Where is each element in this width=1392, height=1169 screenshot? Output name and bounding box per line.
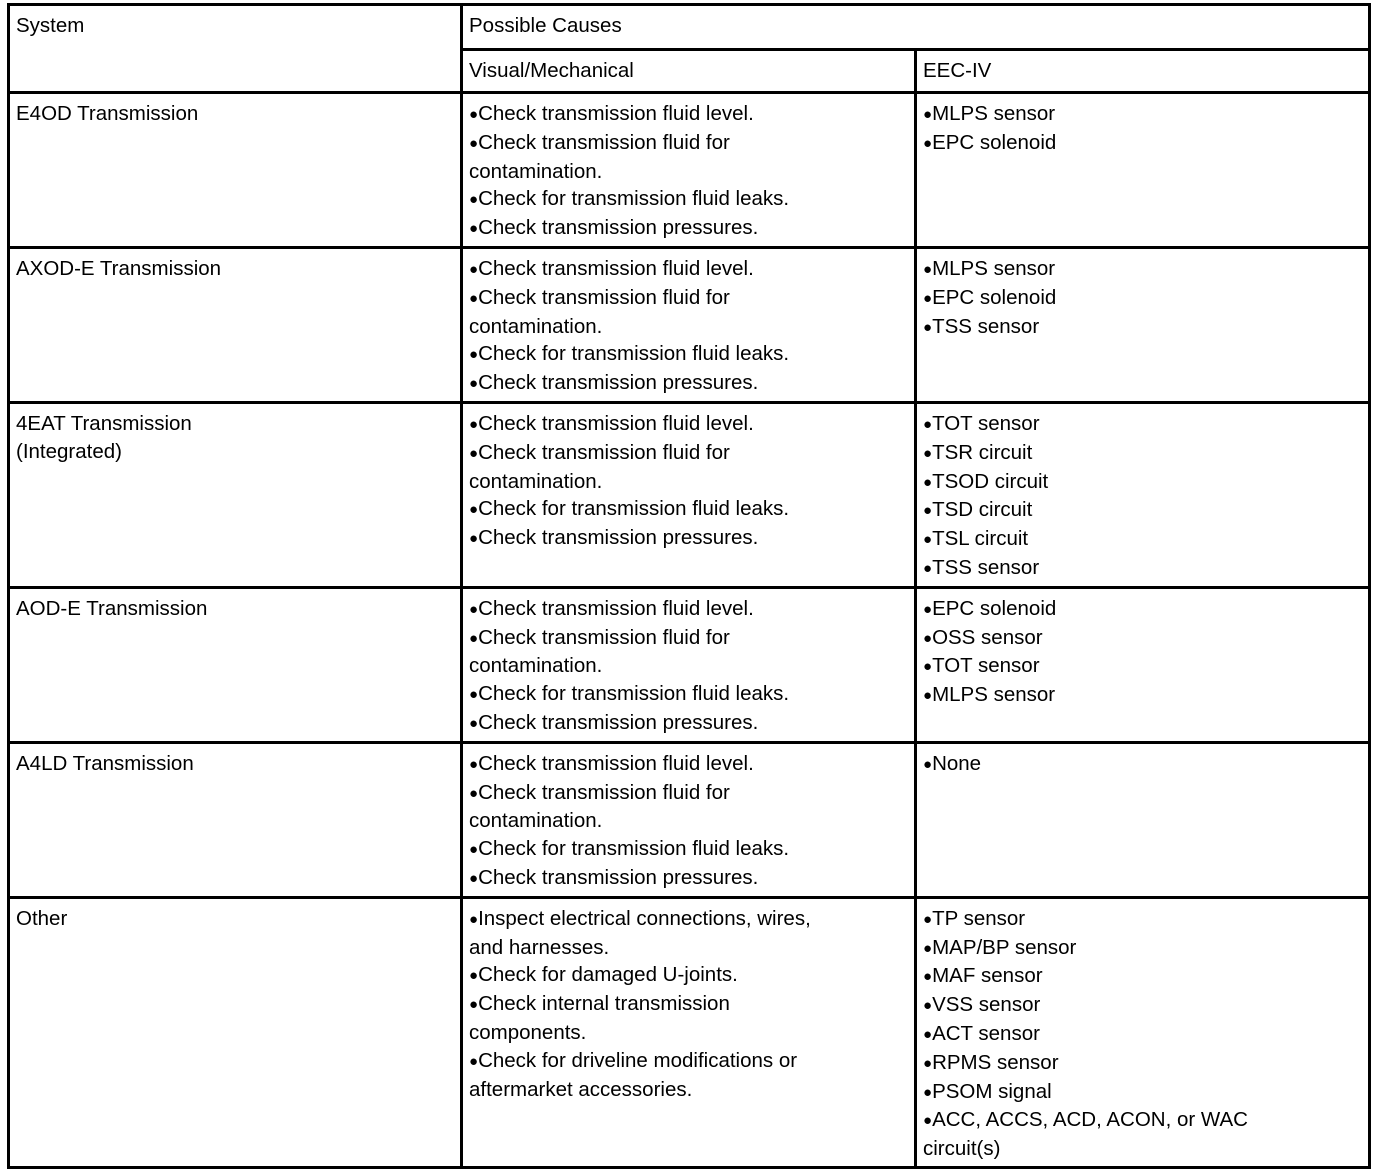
system-cell bbox=[9, 587, 462, 742]
bullet-icon: ● bbox=[469, 415, 479, 433]
bullet-icon: ● bbox=[923, 629, 933, 647]
visual-check-item: aftermarket accessories. bbox=[469, 1077, 693, 1101]
visual-mechanical-cell bbox=[462, 93, 916, 248]
system-cell bbox=[9, 742, 462, 897]
eec-cause-item: ●EPC solenoid bbox=[923, 285, 1057, 309]
eec-cause-item: ●RPMS sensor bbox=[923, 1050, 1059, 1074]
visual-check-item: ●Check transmission fluid for bbox=[469, 780, 730, 804]
visual-check-item: ●Check for transmission fluid leaks. bbox=[469, 187, 790, 211]
visual-check-item: ●Check transmission fluid for bbox=[469, 625, 730, 649]
bullet-icon: ● bbox=[469, 996, 479, 1014]
system-cell bbox=[9, 247, 462, 402]
visual-check-item: components. bbox=[469, 1020, 587, 1044]
visual-check-item: ●Check for transmission fluid leaks. bbox=[469, 342, 790, 366]
visual-mechanical-cell bbox=[462, 897, 916, 1167]
bullet-icon: ● bbox=[923, 289, 933, 307]
bullet-icon: ● bbox=[923, 531, 933, 549]
visual-check-item: ●Check transmission pressures. bbox=[469, 216, 759, 240]
possible-causes-table bbox=[7, 3, 1371, 1169]
visual-check-item: ●Check transmission pressures. bbox=[469, 865, 759, 889]
bullet-icon: ● bbox=[923, 997, 933, 1015]
bullet-icon: ● bbox=[469, 191, 479, 209]
visual-check-item: ●Check for transmission fluid leaks. bbox=[469, 682, 790, 706]
bullet-icon: ● bbox=[469, 784, 479, 802]
system-cell bbox=[9, 93, 462, 248]
visual-check-item: ●Check transmission fluid level. bbox=[469, 256, 754, 280]
bullet-icon: ● bbox=[469, 910, 479, 928]
eec-cause-item: ●TSS sensor bbox=[923, 555, 1040, 579]
system-cell bbox=[9, 402, 462, 587]
system-name: AXOD-E Transmission bbox=[16, 256, 222, 280]
system-name: 4EAT Transmission bbox=[16, 411, 192, 435]
visual-check-item: ●Check for driveline modifications or bbox=[469, 1048, 798, 1072]
eec-cause-item: ●EPC solenoid bbox=[923, 596, 1057, 620]
system-cell bbox=[9, 897, 462, 1167]
eec-cause-item: ●MAF sensor bbox=[923, 964, 1043, 988]
bullet-icon: ● bbox=[469, 530, 479, 548]
bullet-icon: ● bbox=[469, 714, 479, 732]
eec-cause-item: ●TSR circuit bbox=[923, 440, 1033, 464]
eec-cause-item: ●TSS sensor bbox=[923, 314, 1040, 338]
bullet-icon: ● bbox=[923, 260, 933, 278]
bullet-icon: ● bbox=[469, 501, 479, 519]
visual-check-item: ●Check for transmission fluid leaks. bbox=[469, 497, 790, 521]
header-row-top bbox=[9, 5, 1370, 50]
eec-cause-item: ●PSOM signal bbox=[923, 1079, 1052, 1103]
eec-iv-cell bbox=[916, 897, 1370, 1167]
bullet-icon: ● bbox=[469, 686, 479, 704]
eec-cause-item: ●TP sensor bbox=[923, 906, 1026, 930]
eec-cause-item: ●None bbox=[923, 751, 982, 775]
visual-check-item: contamination. bbox=[469, 654, 603, 678]
eec-cause-item: ●MLPS sensor bbox=[923, 102, 1056, 125]
visual-check-item: ●Check transmission fluid level. bbox=[469, 751, 754, 775]
bullet-icon: ● bbox=[469, 600, 479, 618]
eec-cause-item: ●ACT sensor bbox=[923, 1021, 1040, 1045]
visual-check-item: ●Check transmission fluid for bbox=[469, 440, 730, 464]
visual-check-item: ●Check internal transmission bbox=[469, 992, 730, 1016]
bullet-icon: ● bbox=[923, 1083, 933, 1101]
visual-check-item: and harnesses. bbox=[469, 935, 610, 959]
bullet-icon: ● bbox=[469, 289, 479, 307]
eec-cause-item: ●EPC solenoid bbox=[923, 130, 1057, 154]
bullet-icon: ● bbox=[469, 106, 479, 123]
eec-cause-item: ●MAP/BP sensor bbox=[923, 935, 1077, 959]
visual-mechanical-column-header: Visual/Mechanical bbox=[462, 50, 916, 93]
bullet-icon: ● bbox=[923, 687, 933, 705]
bullet-icon: ● bbox=[923, 559, 933, 577]
eec-cause-item: ●MLPS sensor bbox=[923, 256, 1056, 280]
bullet-icon: ● bbox=[469, 220, 479, 238]
visual-check-item: contamination. bbox=[469, 159, 603, 183]
eec-iv-cell bbox=[916, 93, 1370, 248]
bullet-icon: ● bbox=[469, 967, 479, 985]
bullet-icon: ● bbox=[469, 755, 479, 773]
visual-check-item: ●Check transmission pressures. bbox=[469, 526, 759, 550]
eec-cause-item: ●OSS sensor bbox=[923, 625, 1043, 649]
bullet-icon: ● bbox=[923, 502, 933, 520]
bullet-icon: ● bbox=[923, 318, 933, 336]
eec-iv-column-header: EEC-IV bbox=[916, 50, 1370, 93]
table-header bbox=[9, 5, 1370, 93]
bullet-icon: ● bbox=[469, 841, 479, 859]
bullet-icon: ● bbox=[923, 1112, 933, 1130]
table-body bbox=[9, 93, 1370, 1168]
bullet-icon: ● bbox=[923, 1025, 933, 1043]
bullet-icon: ● bbox=[923, 755, 933, 773]
table-row bbox=[9, 247, 1370, 402]
bullet-icon: ● bbox=[923, 600, 933, 618]
system-name: A4LD Transmission bbox=[16, 751, 194, 775]
eec-cause-item: ●VSS sensor bbox=[923, 993, 1041, 1017]
bullet-icon: ● bbox=[923, 939, 933, 957]
bullet-icon: ● bbox=[469, 869, 479, 887]
visual-check-item: ●Check transmission fluid level. bbox=[469, 596, 754, 620]
visual-mechanical-cell bbox=[462, 402, 916, 587]
bullet-icon: ● bbox=[923, 968, 933, 986]
system-name: AOD-E Transmission bbox=[16, 596, 208, 620]
system-column-header: System bbox=[9, 5, 462, 93]
bullet-icon: ● bbox=[923, 910, 933, 928]
system-name: (Integrated) bbox=[16, 439, 122, 463]
possible-causes-header: Possible Causes bbox=[462, 5, 1370, 50]
visual-check-item: ●Check for damaged U-joints. bbox=[469, 963, 738, 987]
eec-cause-item: ●TSOD circuit bbox=[923, 469, 1049, 493]
bullet-icon: ● bbox=[923, 1054, 933, 1072]
eec-cause-item: ●TSL circuit bbox=[923, 527, 1029, 551]
visual-check-item: contamination. bbox=[469, 469, 603, 493]
table-row bbox=[9, 93, 1370, 248]
bullet-icon: ● bbox=[469, 1052, 479, 1070]
eec-cause-item: ●TOT sensor bbox=[923, 654, 1040, 678]
bullet-icon: ● bbox=[469, 444, 479, 462]
eec-cause-item: circuit(s) bbox=[923, 1137, 1001, 1161]
eec-iv-cell bbox=[916, 742, 1370, 897]
eec-cause-item: ●TOT sensor bbox=[923, 411, 1040, 435]
table-row bbox=[9, 587, 1370, 742]
visual-check-item: ●Inspect electrical connections, wires, bbox=[469, 906, 811, 930]
bullet-icon: ● bbox=[923, 415, 933, 433]
visual-check-item: ●Check transmission fluid for bbox=[469, 285, 730, 309]
eec-cause-item: ●MLPS sensor bbox=[923, 683, 1056, 707]
table-row bbox=[9, 402, 1370, 587]
bullet-icon: ● bbox=[923, 106, 933, 123]
system-name: E4OD Transmission bbox=[16, 102, 199, 125]
visual-check-item: ●Check transmission pressures. bbox=[469, 371, 759, 395]
bullet-icon: ● bbox=[923, 444, 933, 462]
bullet-icon: ● bbox=[469, 260, 479, 278]
visual-mechanical-cell bbox=[462, 587, 916, 742]
table-row bbox=[9, 742, 1370, 897]
bullet-icon: ● bbox=[469, 629, 479, 647]
visual-check-item: ●Check transmission pressures. bbox=[469, 710, 759, 734]
bullet-icon: ● bbox=[469, 134, 479, 152]
visual-mechanical-cell bbox=[462, 742, 916, 897]
bullet-icon: ● bbox=[923, 658, 933, 676]
visual-check-item: ●Check transmission fluid level. bbox=[469, 411, 754, 435]
visual-mechanical-cell bbox=[462, 247, 916, 402]
bullet-icon: ● bbox=[923, 134, 933, 152]
visual-check-item: ●Check for transmission fluid leaks. bbox=[469, 837, 790, 861]
eec-cause-item: ●ACC, ACCS, ACD, ACON, or WAC bbox=[923, 1108, 1248, 1132]
table-row bbox=[9, 897, 1370, 1167]
bullet-icon: ● bbox=[469, 346, 479, 364]
eec-iv-cell bbox=[916, 247, 1370, 402]
bullet-icon: ● bbox=[923, 473, 933, 491]
eec-cause-item: ●TSD circuit bbox=[923, 498, 1033, 522]
visual-check-item: contamination. bbox=[469, 809, 603, 833]
visual-check-item: ●Check transmission fluid for bbox=[469, 130, 730, 154]
bullet-icon: ● bbox=[469, 375, 479, 393]
eec-iv-cell bbox=[916, 402, 1370, 587]
visual-check-item: ●Check transmission fluid level. bbox=[469, 102, 754, 125]
eec-iv-cell bbox=[916, 587, 1370, 742]
system-name: Other bbox=[16, 906, 68, 930]
visual-check-item: contamination. bbox=[469, 314, 603, 338]
